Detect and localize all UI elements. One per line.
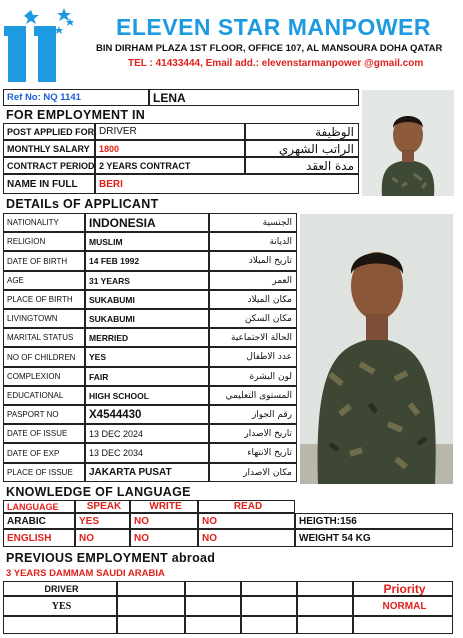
previous-employment-detail: 3 YEARS DAMMAM SAUDI ARABIA [6, 568, 165, 579]
applicant-field-value: X4544430 [85, 405, 209, 424]
language-name: ENGLISH [3, 529, 75, 547]
applicant-field-value: SUKABUMI [85, 290, 209, 309]
applicant-section-title: DETAILs OF APPLICANT [6, 197, 159, 211]
applicant-field-label: NO OF CHILDREN [3, 347, 85, 367]
applicant-field-label: LIVINGTOWN [3, 309, 85, 328]
read-header: READ [198, 500, 295, 513]
employment-label: CONTRACT PERIOD [3, 157, 95, 174]
employment-value: 1800 [95, 140, 245, 157]
applicant-field-value: 31 YEARS [85, 271, 209, 290]
applicant-field-label: PASPORT NO [3, 405, 85, 424]
applicant-field-value: JAKARTA PUSAT [85, 463, 209, 482]
applicant-field-arabic: رقم الجواز [209, 405, 297, 424]
employment-arabic: الراتب الشهري [245, 140, 359, 157]
company-contact: TEL : 41433444, Email add.: elevenstarmanpower @gmail.com [128, 58, 424, 69]
applicant-field-label: PLACE OF BIRTH [3, 290, 85, 309]
applicant-field-label: NATIONALITY [3, 213, 85, 232]
applicant-field-value: 13 DEC 2024 [85, 424, 209, 443]
previous-answer: YES [3, 596, 117, 616]
grid-cell [297, 596, 353, 616]
employment-arabic: مدة العقد [245, 157, 359, 174]
grid-cell [185, 596, 241, 616]
applicant-field-value: FAIR [85, 367, 209, 386]
applicant-field-label: AGE [3, 271, 85, 290]
employment-value: 2 YEARS CONTRACT [95, 157, 245, 174]
grid-cell [241, 581, 297, 596]
applicant-field-arabic: الحالة الاجتماعية [209, 328, 297, 347]
grid-cell [117, 581, 185, 596]
applicant-field-label: RELIGION [3, 232, 85, 251]
employment-label: POST APPLIED FOR [3, 123, 95, 140]
company-name: ELEVEN STAR MANPOWER [116, 14, 431, 40]
language-write: NO [130, 529, 198, 547]
applicant-field-arabic: العمر [209, 271, 297, 290]
previous-position: DRIVER [3, 581, 117, 596]
applicant-field-value: 14 FEB 1992 [85, 251, 209, 271]
priority-value: NORMAL [353, 596, 453, 616]
grid-cell [353, 616, 453, 634]
language-write: NO [130, 513, 198, 529]
grid-cell [241, 616, 297, 634]
speak-header: SPEAK [75, 500, 130, 513]
company-address: BIN DIRHAM PLAZA 1ST FLOOR, OFFICE 107, AL MANSOURA DOHA QATAR [96, 43, 443, 54]
priority-label: Priority [353, 581, 453, 596]
grid-cell [241, 596, 297, 616]
applicant-field-arabic: المستوى التعليمي [209, 386, 297, 405]
applicant-photo-large [300, 214, 453, 484]
write-header: WRITE [130, 500, 198, 513]
language-speak: YES [75, 513, 130, 529]
grid-cell [3, 616, 117, 634]
applicant-short-name: LENA [149, 89, 359, 106]
applicant-field-label: COMPLEXION [3, 367, 85, 386]
applicant-field-arabic: الجنسية [209, 213, 297, 232]
applicant-field-arabic: مكان السكن [209, 309, 297, 328]
applicant-field-value: SUKABUMI [85, 309, 209, 328]
applicant-field-arabic: عدد الاطفال [209, 347, 297, 367]
grid-cell [297, 616, 353, 634]
grid-cell [185, 581, 241, 596]
employment-value: BERI [95, 174, 359, 194]
applicant-weight: WEIGHT 54 KG [295, 529, 453, 547]
applicant-field-value: YES [85, 347, 209, 367]
applicant-field-label: DATE OF ISSUE [3, 424, 85, 443]
language-header: LANGUAGE [3, 500, 75, 513]
applicant-field-value: INDONESIA [85, 213, 209, 232]
applicant-field-label: PLACE OF ISSUE [3, 463, 85, 482]
applicant-field-value: 13 DEC 2034 [85, 443, 209, 463]
grid-cell [185, 616, 241, 634]
applicant-field-arabic: تاريخ الميلاد [209, 251, 297, 271]
applicant-field-arabic: لون البشرة [209, 367, 297, 386]
applicant-field-label: EDUCATIONAL [3, 386, 85, 405]
employment-label: NAME IN FULL [3, 174, 95, 194]
applicant-field-arabic: مكان الميلاد [209, 290, 297, 309]
company-logo [4, 6, 74, 84]
applicant-field-arabic: الديانة [209, 232, 297, 251]
employment-arabic: الوظيفة [245, 123, 359, 140]
applicant-field-value: MERRIED [85, 328, 209, 347]
employment-value: DRIVER [95, 123, 245, 140]
previous-employment-title: PREVIOUS EMPLOYMENT abroad [6, 551, 216, 565]
applicant-field-label: DATE OF EXP [3, 443, 85, 463]
employment-section-title: FOR EMPLOYMENT IN [6, 108, 146, 122]
grid-cell [117, 596, 185, 616]
applicant-field-value: HIGH SCHOOL [85, 386, 209, 405]
grid-cell [297, 581, 353, 596]
language-name: ARABIC [3, 513, 75, 529]
employment-label: MONTHLY SALARY [3, 140, 95, 157]
applicant-field-label: MARITAL STATUS [3, 328, 85, 347]
applicant-photo-small [362, 90, 454, 196]
language-read: NO [198, 529, 295, 547]
language-speak: NO [75, 529, 130, 547]
language-read: NO [198, 513, 295, 529]
grid-cell [117, 616, 185, 634]
applicant-field-arabic: مكان الاصدار [209, 463, 297, 482]
applicant-field-value: MUSLIM [85, 232, 209, 251]
language-section-title: KNOWLEDGE OF LANGUAGE [6, 485, 191, 499]
applicant-field-label: DATE OF BIRTH [3, 251, 85, 271]
applicant-field-arabic: تاريخ الاصدار [209, 424, 297, 443]
ref-number: Ref No: NQ 1141 [3, 89, 149, 106]
applicant-height: HEIGTH:156 [295, 513, 453, 529]
applicant-field-arabic: تاريخ الانتهاء [209, 443, 297, 463]
